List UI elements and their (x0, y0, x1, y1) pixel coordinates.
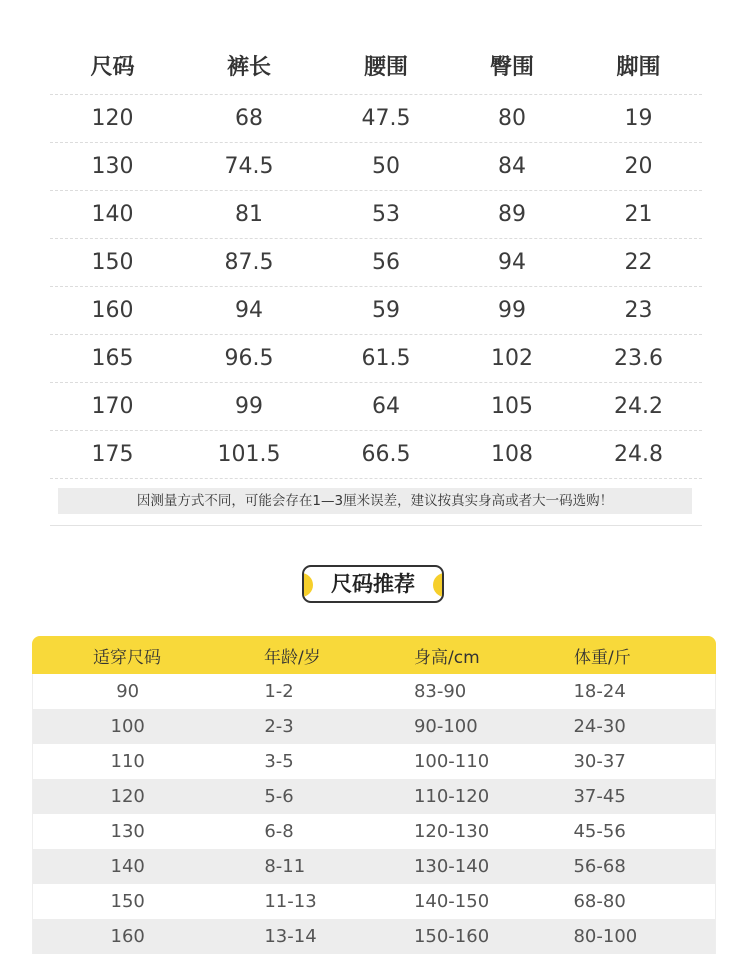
table-row (50, 431, 702, 479)
cell-fit-size: 130 (110, 821, 145, 842)
table-row (50, 95, 702, 143)
table-row (50, 335, 702, 383)
table-row (33, 744, 715, 779)
header-leg-opening: 脚围 (616, 54, 661, 80)
cell-waist: 61.5 (361, 346, 411, 371)
cell-age: 2-3 (264, 716, 294, 737)
cell-fit-size: 100 (110, 716, 145, 737)
cell-fit-size: 90 (116, 681, 140, 702)
cell-hip: 84 (498, 154, 526, 179)
cell-waist: 56 (372, 250, 400, 275)
cell-leg-opening: 22 (624, 250, 653, 275)
header-size: 尺码 (90, 54, 135, 80)
cell-pants-length: 94 (235, 298, 263, 323)
cell-waist: 53 (372, 202, 400, 227)
cell-pants-length: 87.5 (224, 250, 274, 275)
section-divider (50, 525, 702, 526)
size-recommend-table (32, 636, 716, 954)
cell-age: 11-13 (264, 891, 317, 912)
header-age: 年龄/岁 (264, 647, 321, 668)
cell-age: 3-5 (264, 751, 294, 772)
cell-age: 5-6 (264, 786, 294, 807)
cell-weight: 18-24 (573, 681, 626, 702)
cell-weight: 30-37 (573, 751, 626, 772)
cell-age: 13-14 (264, 926, 317, 947)
table-row (33, 814, 715, 849)
size-recommend-title: 尺码推荐 (331, 572, 415, 596)
cell-age: 8-11 (264, 856, 306, 877)
header-fit-size: 适穿尺码 (93, 647, 161, 668)
cell-leg-opening: 19 (624, 106, 653, 131)
header-hip: 臀围 (489, 54, 534, 80)
cell-waist: 50 (372, 154, 400, 179)
cell-hip: 102 (491, 346, 533, 371)
header-height: 身高/cm (414, 647, 480, 668)
cell-waist: 64 (372, 394, 400, 419)
table-row (50, 383, 702, 431)
cell-pants-length: 74.5 (224, 154, 274, 179)
cell-hip: 105 (491, 394, 533, 419)
cell-pants-length: 96.5 (224, 346, 274, 371)
table-row (33, 849, 715, 884)
cell-height: 90-100 (413, 716, 478, 737)
table-row (33, 709, 715, 744)
cell-weight: 45-56 (573, 821, 626, 842)
cell-weight: 56-68 (573, 856, 626, 877)
cell-size: 120 (91, 106, 134, 131)
cell-size: 150 (91, 250, 134, 275)
cell-size: 140 (91, 202, 134, 227)
table-row (33, 919, 715, 954)
table-row (33, 779, 715, 814)
cell-fit-size: 110 (110, 751, 145, 772)
table-row (50, 143, 702, 191)
cell-height: 100-110 (413, 751, 490, 772)
cell-size: 170 (91, 394, 134, 419)
cell-weight: 37-45 (573, 786, 626, 807)
cell-height: 120-130 (413, 821, 490, 842)
table-row (50, 191, 702, 239)
cell-hip: 94 (498, 250, 526, 275)
cell-pants-length: 68 (235, 106, 263, 131)
cell-size: 160 (91, 298, 134, 323)
table-row (50, 239, 702, 287)
cell-height: 150-160 (413, 926, 490, 947)
cell-leg-opening: 21 (624, 202, 653, 227)
cell-leg-opening: 24.8 (614, 442, 663, 467)
cell-hip: 108 (491, 442, 533, 467)
cell-fit-size: 120 (110, 786, 145, 807)
cell-leg-opening: 23.6 (614, 346, 663, 371)
cell-weight: 68-80 (573, 891, 626, 912)
cell-height: 140-150 (413, 891, 490, 912)
cell-fit-size: 150 (110, 891, 145, 912)
header-waist: 腰围 (363, 54, 408, 80)
cell-hip: 80 (498, 106, 526, 131)
header-weight: 体重/斤 (574, 647, 631, 668)
cell-pants-length: 101.5 (217, 442, 281, 467)
cell-pants-length: 81 (235, 202, 263, 227)
cell-leg-opening: 24.2 (614, 394, 663, 419)
cell-height: 83-90 (413, 681, 467, 702)
cell-size: 165 (91, 346, 134, 371)
cell-pants-length: 99 (235, 394, 263, 419)
cell-height: 130-140 (413, 856, 490, 877)
cell-leg-opening: 20 (624, 154, 653, 179)
cell-fit-size: 140 (110, 856, 145, 877)
recommend-table-header (32, 636, 716, 674)
recommend-table-body (32, 674, 716, 954)
cell-hip: 89 (498, 202, 526, 227)
size-table-header (50, 36, 702, 95)
cell-height: 110-120 (413, 786, 490, 807)
table-row (50, 287, 702, 335)
cell-age: 6-8 (264, 821, 294, 842)
size-recommend-badge (302, 565, 444, 603)
cell-size: 130 (91, 154, 134, 179)
cell-fit-size: 160 (110, 926, 145, 947)
cell-age: 1-2 (264, 681, 294, 702)
cell-waist: 47.5 (361, 106, 411, 131)
header-pants-length: 裤长 (226, 54, 271, 80)
cell-waist: 66.5 (361, 442, 411, 467)
cell-weight: 80-100 (573, 926, 638, 947)
cell-weight: 24-30 (573, 716, 626, 737)
cell-leg-opening: 23 (624, 298, 653, 323)
cell-size: 175 (91, 442, 134, 467)
table-row (33, 674, 715, 709)
size-measurement-table (50, 36, 702, 479)
table-row (33, 884, 715, 919)
cell-hip: 99 (498, 298, 526, 323)
measurement-note: 因测量方式不同，可能会存在1—3厘米误差，建议按真实身高或者大一码选购！ (58, 488, 692, 514)
cell-waist: 59 (372, 298, 400, 323)
